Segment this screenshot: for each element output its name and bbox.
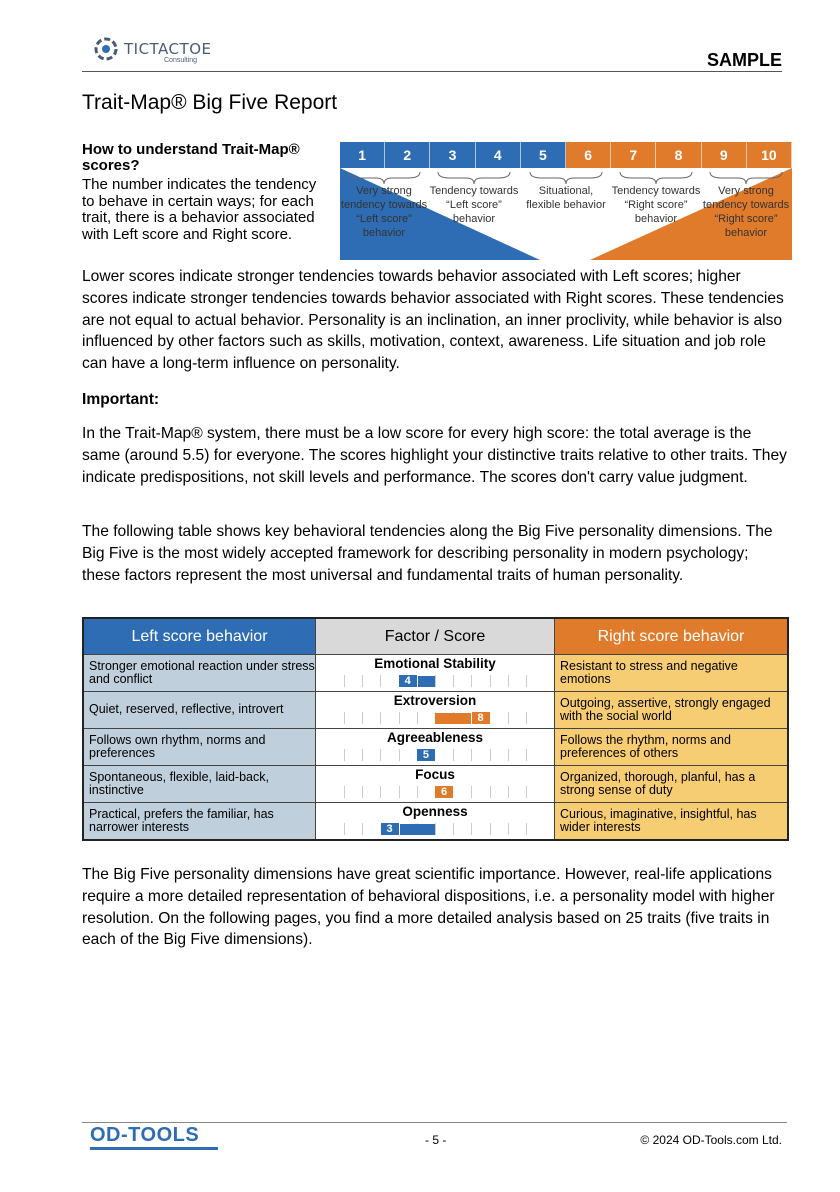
right-behavior-cell: Curious, imaginative, insightful, has wider interests bbox=[555, 803, 789, 841]
paragraph-important: In the Trait-Map® system, there must be a low score for every high score: the total average is the same (around 5.5) for everyone. The scores highlight your distinctive traits relative to other traits. They indicate predispositions, not skill levels and performance. The scores don't carry value judgment. bbox=[82, 425, 787, 486]
score-track bbox=[344, 712, 526, 724]
score-tick bbox=[344, 712, 345, 724]
score-tick bbox=[344, 675, 345, 687]
score-tick bbox=[380, 712, 381, 724]
scale-label: Tendency towards “Left score” behavior bbox=[429, 185, 519, 225]
factor-name: Openness bbox=[402, 804, 468, 819]
score-tick bbox=[362, 675, 363, 687]
table-row bbox=[83, 729, 788, 766]
score-tick bbox=[471, 823, 472, 835]
score-tick bbox=[490, 786, 491, 798]
big-five-table bbox=[82, 617, 789, 841]
factor-score-cell bbox=[316, 655, 555, 692]
left-behavior-cell: Quiet, reserved, reflective, introvert bbox=[83, 692, 316, 729]
tictactoe-logo bbox=[90, 32, 220, 68]
score-tick bbox=[399, 786, 400, 798]
header-factor-score: Factor / Score bbox=[316, 618, 555, 655]
table-row bbox=[83, 692, 788, 729]
score-tick bbox=[526, 675, 527, 687]
scale-number: 9 bbox=[702, 142, 747, 168]
score-tick bbox=[490, 823, 491, 835]
right-behavior-cell: Outgoing, assertive, strongly engaged with the social world bbox=[555, 692, 789, 729]
important-heading: Important: bbox=[82, 391, 160, 408]
logo-mark-icon bbox=[90, 34, 122, 64]
score-tick bbox=[435, 749, 436, 761]
score-tick bbox=[380, 675, 381, 687]
scale-label: Very strong tendency towards “Right score” behavior bbox=[702, 185, 790, 239]
score-tick bbox=[417, 786, 418, 798]
factor-name: Extroversion bbox=[393, 693, 477, 708]
score-value: 4 bbox=[399, 675, 417, 687]
score-tick bbox=[526, 786, 527, 798]
score-value: 8 bbox=[472, 712, 490, 724]
score-value: 6 bbox=[435, 786, 453, 798]
left-behavior-cell: Follows own rhythm, norms and preferences bbox=[83, 729, 316, 766]
score-tick bbox=[362, 786, 363, 798]
score-tick bbox=[344, 749, 345, 761]
score-tick bbox=[508, 749, 509, 761]
od-tools-logo bbox=[90, 1124, 218, 1150]
logo-name: TICTACTOE bbox=[124, 40, 212, 58]
score-track bbox=[344, 823, 526, 835]
factor-name: Focus bbox=[415, 767, 455, 782]
page-number: - 5 - bbox=[425, 1133, 447, 1147]
scale-number: 2 bbox=[385, 142, 430, 168]
factor-score-cell bbox=[316, 692, 555, 729]
score-tick bbox=[453, 786, 454, 798]
score-tick bbox=[399, 712, 400, 724]
score-track bbox=[344, 786, 526, 798]
score-tick bbox=[490, 712, 491, 724]
right-behavior-cell: Follows the rhythm, norms and preferences of others bbox=[555, 729, 789, 766]
score-tick bbox=[399, 749, 400, 761]
table-header-row bbox=[83, 618, 788, 655]
score-tick bbox=[453, 675, 454, 687]
paragraph-table-intro: The following table shows key behavioral tendencies along the Big Five personality dimensions. The Big Five is the most widely accepted framework for describing personality in modern psychology; these factors represent the most universal and fundamental traits of human personality. bbox=[82, 523, 773, 584]
factor-name: Emotional Stability bbox=[374, 656, 496, 671]
footer-divider bbox=[82, 1122, 787, 1123]
page-title: Trait-Map® Big Five Report bbox=[82, 91, 338, 114]
scale-label: Tendency towards “Right score” behavior bbox=[611, 185, 701, 225]
score-tick bbox=[508, 786, 509, 798]
score-tick bbox=[380, 749, 381, 761]
score-tick bbox=[526, 749, 527, 761]
left-behavior-cell: Stronger emotional reaction under stress and conflict bbox=[83, 655, 316, 692]
score-tick bbox=[380, 786, 381, 798]
score-track bbox=[344, 675, 526, 687]
score-tick bbox=[508, 712, 509, 724]
table-row bbox=[83, 766, 788, 803]
score-tick bbox=[435, 823, 436, 835]
factor-score-cell bbox=[316, 766, 555, 803]
score-tick bbox=[508, 823, 509, 835]
left-behavior-cell: Practical, prefers the familiar, has narrower interests bbox=[83, 803, 316, 841]
header-divider bbox=[82, 71, 782, 72]
factor-name: Agreeableness bbox=[386, 730, 484, 745]
score-tick bbox=[526, 712, 527, 724]
score-tick bbox=[471, 749, 472, 761]
scale-number: 5 bbox=[521, 142, 566, 168]
score-scale-numbers bbox=[340, 142, 792, 168]
factor-score-cell bbox=[316, 803, 555, 841]
score-tick bbox=[526, 823, 527, 835]
score-tick bbox=[417, 712, 418, 724]
paragraph-scores: Lower scores indicate stronger tendencies towards behavior associated with Left scores; higher scores indicate stronger tendencies towards behavior associated with Right scores. These tendencies are not equal to actual behavior. Personality is an inclination, an inner proclivity, while behavior is also influenced by other factors such as skills, motivation, context, awareness. Life situation and job role can have a long-term influence on personality. bbox=[82, 268, 784, 373]
right-behavior-cell: Organized, thorough, planful, has a strong sense of duty bbox=[555, 766, 789, 803]
score-tick bbox=[453, 749, 454, 761]
header-left-behavior: Left score behavior bbox=[83, 618, 316, 655]
paragraph-conclusion: The Big Five personality dimensions have great scientific importance. However, real-life applications require a more detailed representation of behavioral dispositions, i.e. a personality model with higher resolution. On the following pages, you find a more detailed analysis based on 25 traits (five traits in each of the Big Five dimensions). bbox=[82, 866, 775, 949]
scale-number: 3 bbox=[430, 142, 475, 168]
score-tick bbox=[435, 675, 436, 687]
score-tick bbox=[362, 823, 363, 835]
score-tick bbox=[508, 675, 509, 687]
score-tick bbox=[344, 823, 345, 835]
logo-underline bbox=[90, 1147, 218, 1150]
factor-score-cell bbox=[316, 729, 555, 766]
scale-number: 8 bbox=[656, 142, 701, 168]
score-track bbox=[344, 749, 526, 761]
scale-number: 10 bbox=[747, 142, 792, 168]
table-row bbox=[83, 803, 788, 841]
right-behavior-cell: Resistant to stress and negative emotions bbox=[555, 655, 789, 692]
table-row bbox=[83, 655, 788, 692]
how-to-text: The number indicates the tendency to behave in certain ways; for each trait, there is a behavior associated with Left score and Right score. bbox=[82, 176, 317, 243]
score-scale-graphic bbox=[340, 142, 792, 260]
score-tick bbox=[490, 675, 491, 687]
scale-label: Situational, flexible behavior bbox=[526, 185, 606, 211]
score-tick bbox=[344, 786, 345, 798]
score-value: 3 bbox=[381, 823, 399, 835]
score-tick bbox=[453, 823, 454, 835]
scale-number: 7 bbox=[611, 142, 656, 168]
score-value: 5 bbox=[417, 749, 435, 761]
scale-number: 1 bbox=[340, 142, 385, 168]
scale-label: Very strong tendency towards “Left score” behavior bbox=[340, 185, 428, 239]
score-tick bbox=[362, 712, 363, 724]
score-tick bbox=[471, 786, 472, 798]
left-behavior-cell: Spontaneous, flexible, laid-back, instinctive bbox=[83, 766, 316, 803]
header-right-behavior: Right score behavior bbox=[555, 618, 789, 655]
score-tick bbox=[490, 749, 491, 761]
score-tick bbox=[362, 749, 363, 761]
scale-number: 4 bbox=[476, 142, 521, 168]
footer-logo-text: OD-TOOLS bbox=[90, 1124, 200, 1146]
how-to-title: How to understand Trait-Map® scores? bbox=[82, 141, 300, 174]
copyright: © 2024 OD-Tools.com Ltd. bbox=[640, 1133, 782, 1147]
sample-label: SAMPLE bbox=[706, 50, 782, 70]
logo-sub: Consulting bbox=[164, 57, 198, 64]
scale-number: 6 bbox=[566, 142, 611, 168]
score-tick bbox=[471, 675, 472, 687]
